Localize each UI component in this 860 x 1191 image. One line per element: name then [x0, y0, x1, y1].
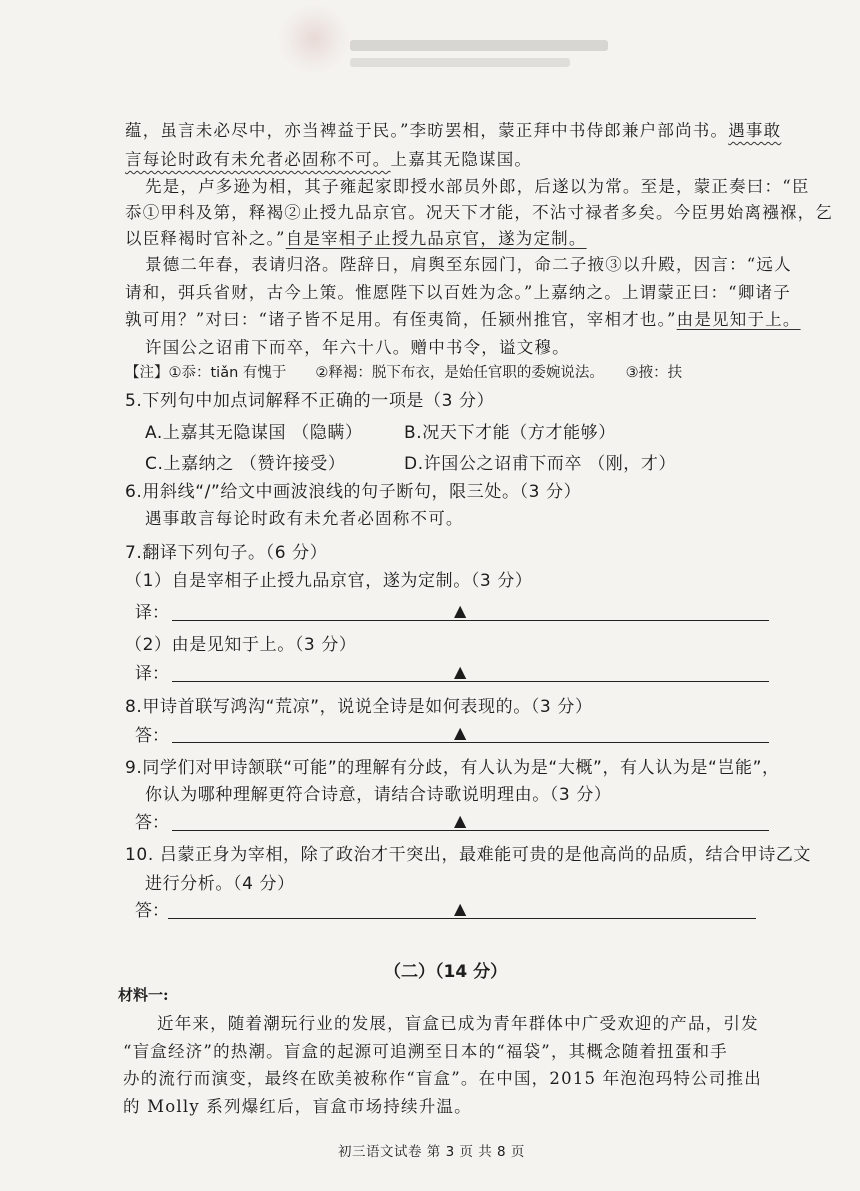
footnote: 【注】①忝：tiǎn 有愧于 ②释褐：脱下布衣，是始任官职的委婉说法。 ③掖：扶 [125, 365, 683, 381]
q6-sentence: 遇事敢言每论时政有未允者必固称不可。 [145, 509, 464, 528]
q7-2-label: 译： [135, 664, 169, 684]
question-10-cont: 进行分析。（4 分） [145, 874, 295, 894]
question-7: 7.翻译下列句子。（6 分） [125, 543, 328, 563]
q9-answer-line[interactable] [172, 830, 769, 831]
material-line-3: 办的流行而演变，最终在欧美被称作“盲盒”。在中国，2015 年泡泡玛特公司推出 [123, 1069, 762, 1088]
q7-1-answer-line[interactable] [172, 620, 769, 621]
page-footer: 初三语文试卷 第 3 页 共 8 页 [338, 1144, 525, 1160]
question-6: 6.用斜线“/”给文中画波浪线的句子断句，限三处。（3 分） [125, 482, 582, 502]
q5-option-a: A.上嘉其无隐谋国 （隐瞒） [145, 423, 363, 443]
q9-label: 答： [135, 813, 169, 833]
q8-answer-line[interactable] [172, 742, 769, 743]
school-seal [278, 6, 350, 72]
question-8: 8.甲诗首联写鸿沟“荒凉”，说说全诗是如何表现的。（3 分） [125, 697, 593, 717]
passage-line-1: 蕴，虽言未必尽中，亦当裨益于民。”李昉罢相，蒙正拜中书侍郎兼户部尚书。遇事敢 [125, 121, 782, 140]
answer-marker-icon: ▲ [454, 723, 467, 742]
q7-1-label: 译： [135, 603, 169, 623]
section-2-title: （二）（14 分） [384, 962, 508, 982]
q7-part-1: （1）自是宰相子止授九品京官，遂为定制。（3 分） [125, 571, 533, 591]
passage-line-5: 以臣释褐时官补之。”自是宰相子止授九品京官，遂为定制。 [125, 229, 587, 248]
passage-line-4: 忝①甲科及第，释褐②止授九品京官。况天下才能，不沾寸禄者多矣。今臣男始离襁褓，乞 [125, 203, 833, 222]
material-line-1: 近年来，随着潮玩行业的发展，盲盒已成为青年群体中广受欢迎的产品，引发 [157, 1014, 759, 1033]
header-text-blur [350, 40, 608, 51]
material-line-4: 的 Molly 系列爆红后，盲盒市场持续升温。 [123, 1097, 472, 1116]
q10-label: 答： [135, 901, 169, 921]
q5-option-c: C.上嘉纳之 （赞许接受） [145, 454, 346, 474]
q5-option-d: D.许国公之诏甫下而卒 （刚，才） [404, 454, 677, 474]
passage-line-9: 许国公之诏甫下而卒，年六十八。赠中书令，谥文穆。 [145, 338, 570, 357]
passage-line-7: 请和，弭兵省财，古今上策。惟愿陛下以百姓为念。”上嘉纳之。上谓蒙正曰：“卿诸子 [125, 283, 791, 302]
passage-line-6: 景德二年春，表请归洛。陛辞日，肩舆至东园门，命二子掖③以升殿，因言：“远人 [145, 255, 792, 274]
q8-label: 答： [135, 726, 169, 746]
passage-line-8: 孰可用？”对曰：“诸子皆不足用。有侄夷简，任颍州推官，宰相才也。”由是见知于上。 [125, 310, 801, 329]
material-label: 材料一: [118, 986, 169, 1004]
question-5: 5.下列句中加点词解释不正确的一项是（3 分） [125, 391, 495, 411]
passage-line-3: 先是，卢多逊为相，其子雍起家即授水部员外郎，后遂以为常。至是，蒙正奏曰：“臣 [145, 177, 810, 196]
answer-marker-icon: ▲ [454, 601, 467, 620]
answer-marker-icon: ▲ [454, 811, 467, 830]
question-10: 10. 吕蒙正身为宰相，除了政治才干突出，最难能可贵的是他高尚的品质，结合甲诗乙文 [125, 845, 812, 865]
answer-marker-icon: ▲ [454, 899, 467, 918]
q7-part-2: （2）由是见知于上。（3 分） [125, 635, 357, 655]
q7-2-answer-line[interactable] [172, 681, 769, 682]
header-text-blur-2 [350, 58, 570, 67]
passage-line-2: 言每论时政有未允者必固称不可。上嘉其无隐谋国。 [125, 150, 533, 169]
question-9-cont: 你认为哪种理解更符合诗意，请结合诗歌说明理由。（3 分） [145, 785, 612, 805]
answer-marker-icon: ▲ [454, 662, 467, 681]
question-9: 9.同学们对甲诗颔联“可能”的理解有分歧，有人认为是“大概”，有人认为是“岂能”， [125, 758, 780, 778]
q10-answer-line[interactable] [168, 918, 756, 919]
q5-option-b: B.况天下才能（方才能够） [404, 423, 616, 443]
material-line-2: “盲盒经济”的热潮。盲盒的起源可追溯至日本的“福袋”，其概念随着扭蛋和手 [123, 1042, 728, 1061]
